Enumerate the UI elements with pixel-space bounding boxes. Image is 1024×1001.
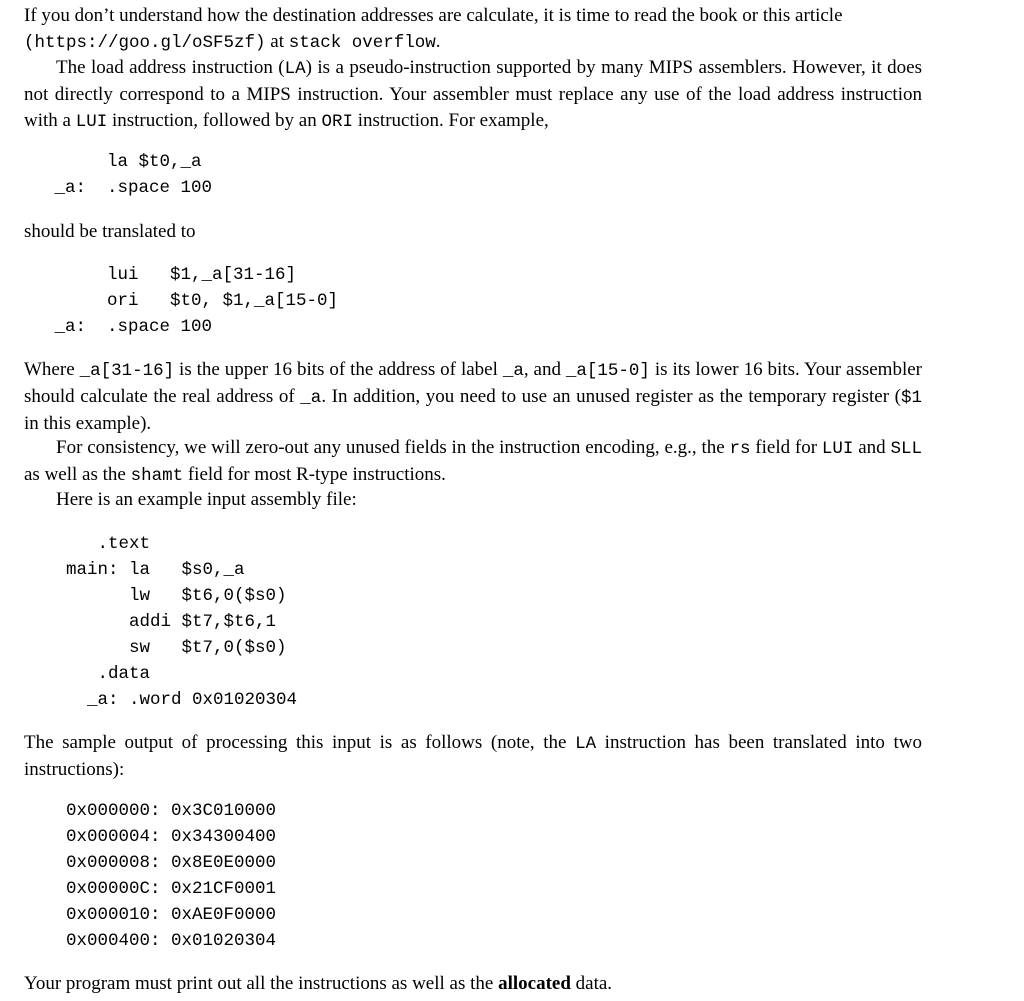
translated-label: should be translated to — [24, 221, 196, 242]
code-line: sw $t7,0($s0) — [66, 638, 287, 658]
code-line: .text — [66, 534, 151, 554]
code-line: _a: .space 100 — [44, 317, 213, 337]
code-example-2 — [44, 262, 338, 340]
code-line: la $t0,_a — [44, 152, 202, 172]
code-line: addi $t7,$t6,1 — [66, 612, 277, 632]
where-paragraph: Where _a[31-16] is the upper 16 bits of the address of label _a, and _a[15-0] is its lower 16 bits. Your assembler should calculate the real address of _a. In addition, you need to use an unused register as the temporary register ($1 in this example). — [24, 359, 923, 434]
output-line: 0x000004: 0x34300400 — [66, 827, 277, 847]
intro-line-1: If you don’t understand how the destination addresses are calculate, it is time to read the book or this article — [24, 5, 843, 26]
code-line: _a: .word 0x01020304 — [66, 690, 298, 710]
final-sentence: Your program must print out all the instructions as well as the allocated data. — [24, 973, 613, 994]
output-paragraph: The sample output of processing this input is as follows (note, the LA instruction has been translated into two instructions): — [24, 732, 922, 780]
output-line: 0x000400: 0x01020304 — [66, 931, 277, 951]
output-line: 0x000000: 0x3C010000 — [66, 801, 277, 821]
allocated-emphasis: allocated — [498, 973, 571, 994]
code-example-1 — [44, 149, 212, 201]
intro-line-2: (https://goo.gl/oSF5zf) at stack overflow. — [24, 31, 441, 53]
example-label: Here is an example input assembly file: — [56, 489, 357, 510]
output-line: 0x000008: 0x8E0E0000 — [66, 853, 277, 873]
site-name: stack overflow — [288, 33, 436, 53]
code-line: ori $t0, $1,_a[15-0] — [44, 291, 339, 311]
consistency-paragraph: For consistency, we will zero-out any unused fields in the instruction encoding, e.g., the rs field for LUI and SLL as well as the shamt field for most R-type instructions. — [24, 437, 922, 486]
output-line: 0x00000C: 0x21CF0001 — [66, 879, 277, 899]
code-line: lw $t6,0($s0) — [66, 586, 287, 606]
output-listing — [66, 798, 276, 954]
output-line: 0x000010: 0xAE0F0000 — [66, 905, 277, 925]
code-line: main: la $s0,_a — [66, 560, 245, 580]
code-line: lui $1,_a[31-16] — [44, 265, 297, 285]
la-paragraph: The load address instruction (LA) is a pseudo-instruction supported by many MIPS assemblers. However, it does not directly correspond to a MIPS instruction. Your assembler must replace any use of the load address instruction with a LUI instruction, followed by an ORI instruction. For example, — [24, 57, 922, 132]
code-line: .data — [66, 664, 151, 684]
code-example-3 — [66, 531, 297, 713]
article-url: (https://goo.gl/oSF5zf) — [24, 33, 266, 53]
code-line: _a: .space 100 — [44, 178, 213, 198]
